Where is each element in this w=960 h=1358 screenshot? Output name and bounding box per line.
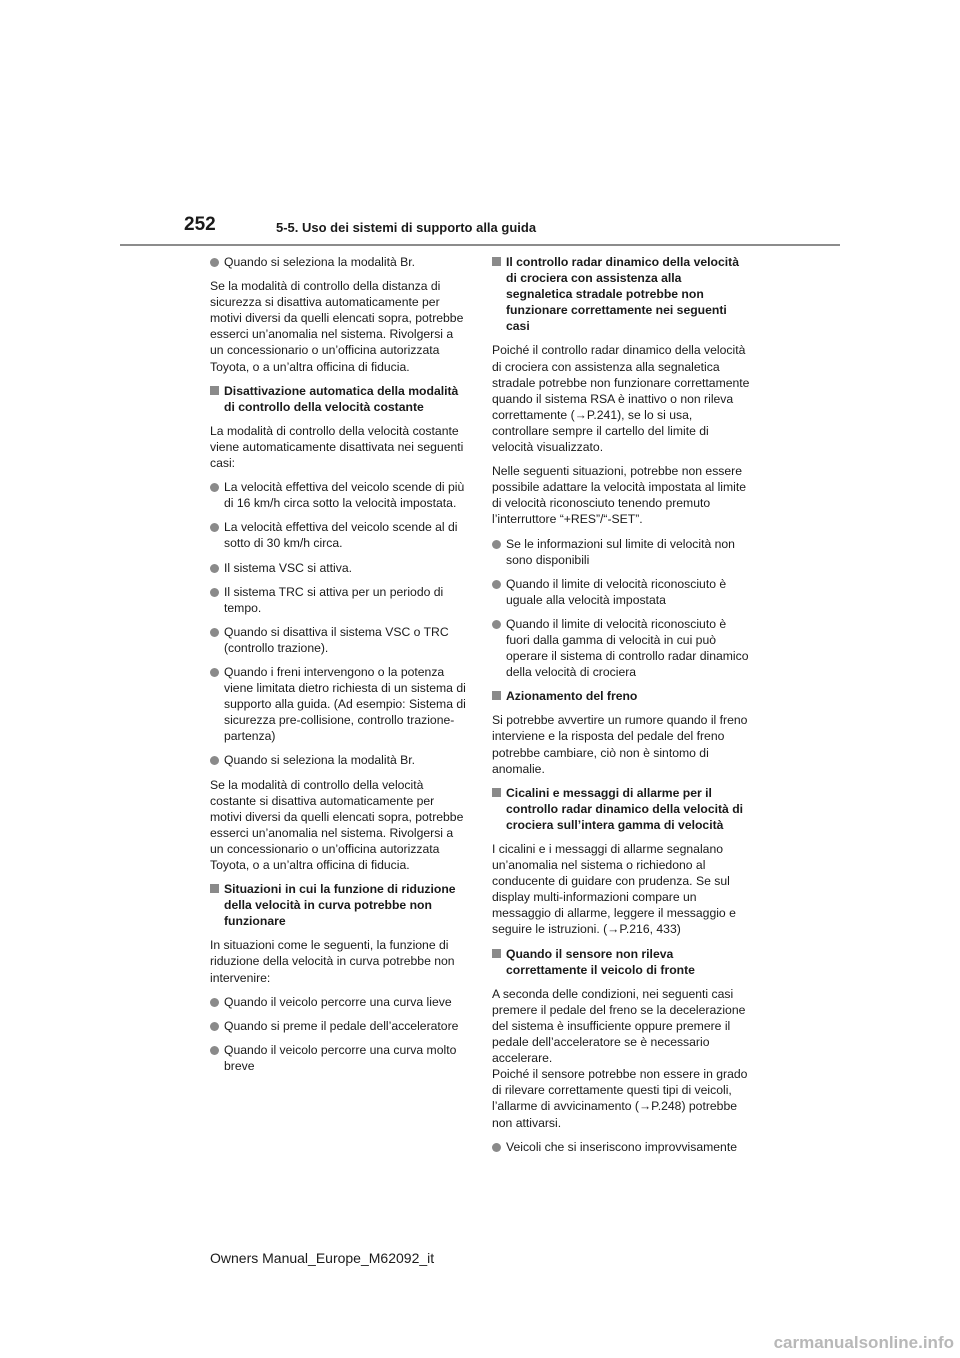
bullet-item (210, 479, 468, 511)
bullet-item (210, 560, 468, 576)
body-paragraph: In situazioni come le seguenti, la funzione di riduzione della velocità in curva potrebbe non intervenire: (210, 938, 455, 985)
heading-text: Il controllo radar dinamico della velocità di crociera con assistenza alla segnaletica stradale potrebbe non funzionare correttamente nei seguenti casi (506, 255, 739, 334)
section-heading (492, 946, 750, 978)
body-paragraph: I cicalini e i messaggi di allarme segnalano un’anomalia nel sistema o richiedono al conducente di guidare con prudenza. Se sul display multi-informazioni compare un messaggio di allarme, leggere il messaggio e seguire le istruzioni. (→P.216, 433) (492, 842, 736, 937)
bullet-text: La velocità effettiva del veicolo scende di più di 16 km/h circa sotto la velocità impostata. (224, 480, 465, 511)
section-heading (492, 688, 750, 704)
footer-text: Owners Manual_Europe_M62092_it (210, 1250, 435, 1266)
heading-text: Azionamento del freno (506, 689, 638, 704)
section-heading (492, 254, 750, 334)
watermark: carmanualsonline.info (773, 1333, 954, 1352)
page-number: 252 (184, 214, 216, 235)
left-column (210, 254, 468, 1082)
section-heading (210, 383, 468, 415)
bullet-item (210, 584, 468, 616)
right-column (492, 254, 750, 1163)
bullet-text: Veicoli che si inseriscono improvvisamente (506, 1139, 737, 1154)
bullet-text: Quando si seleziona la modalità Br. (224, 753, 416, 768)
bullet-text: Quando il limite di velocità riconosciuto è uguale alla velocità impostata (506, 576, 727, 607)
bullet-text: Se le informazioni sul limite di velocità non sono disponibili (506, 536, 735, 567)
heading-text: Disattivazione automatica della modalità di controllo della velocità costante (224, 383, 459, 414)
bullet-text: Quando si disattiva il sistema VSC o TRC (controllo trazione). (224, 624, 449, 655)
body-paragraph: La modalità di controllo della velocità costante viene automaticamente disattivata nei seguenti casi: (210, 423, 464, 471)
bullet-text: Quando il veicolo percorre una curva molto breve (224, 1042, 457, 1073)
bullet-item (210, 1042, 468, 1074)
bullet-text: La velocità effettiva del veicolo scende al di sotto di 30 km/h circa. (224, 520, 458, 551)
body-paragraph: A seconda delle condizioni, nei seguenti casi premere il pedale del freno se la decelerazione del sistema è insufficiente oppure premere il pedale dell’acceleratore se è necessario accelerare. Poiché il sensore potrebbe non essere in grado di rilevare correttamente questi tipi di veicoli, l’allarme di avvicinamento (→P.248) potrebbe non attivarsi. (492, 986, 748, 1130)
section-heading (492, 785, 750, 833)
bullet-text: Il sistema VSC si attiva. (224, 560, 353, 575)
heading-text: Quando il sensore non rileva correttamente il veicolo di fronte (506, 946, 695, 977)
bullet-item (210, 1018, 468, 1034)
bullet-item (210, 254, 468, 270)
bullet-text: Quando si seleziona la modalità Br. (224, 255, 416, 269)
bullet-text: Quando si preme il pedale dell’acceleratore (224, 1018, 459, 1033)
bullet-item (210, 994, 468, 1010)
bullet-text: Il sistema TRC si attiva per un periodo di tempo. (224, 584, 444, 615)
bullet-text: Quando il veicolo percorre una curva lieve (224, 994, 452, 1009)
bullet-text: Quando i freni intervengono o la potenza viene limitata dietro richiesta di un sistema di supporto alla guida. (Ad esempio: Sistema di sicurezza pre-collisione, controllo trazione-partenza) (224, 664, 466, 744)
body-paragraph: Si potrebbe avvertire un rumore quando il freno interviene e la risposta del pedale del freno potrebbe cambiare, ciò non è sintomo di anomalie. (492, 713, 748, 776)
bullet-text: Quando il limite di velocità riconosciuto è fuori dalla gamma di velocità in cui può operare il sistema di controllo radar dinamico della velocità di crociera (506, 616, 749, 680)
bullet-item (210, 752, 468, 768)
section-title: 5-5. Uso dei sistemi di supporto alla guida (276, 220, 537, 235)
bullet-item (492, 576, 750, 608)
bullet-item (492, 536, 750, 568)
body-paragraph: Poiché il controllo radar dinamico della velocità di crociera con assistenza alla segnaletica stradale potrebbe non funzionare correttamente quando il sistema RSA è inattivo o non rileva correttamente (→P.241), se lo si usa, controllare sempre il cartello del limite di velocità visualizzato. (492, 343, 750, 455)
body-paragraph: Se la modalità di controllo della velocità costante si disattiva automaticamente per motivi diversi da quelli elencati sopra, potrebbe esserci un’anomalia nel sistema. Rivolgersi a un concessionario o un’officina autorizzata Toyota, o a un’altra officina di fiducia. (210, 777, 464, 872)
heading-text: Situazioni in cui la funzione di riduzione della velocità in curva potrebbe non funzionare (224, 882, 456, 929)
header-rule (120, 244, 840, 246)
section-heading (210, 881, 468, 929)
bullet-item (492, 1139, 750, 1155)
bullet-item (210, 519, 468, 551)
body-paragraph: Se la modalità di controllo della distanza di sicurezza si disattiva automaticamente per motivi diversi da quelli elencati sopra, potrebbe esserci un’anomalia nel sistema. Rivolgersi a un concessionario o un’officina autorizzata Toyota, o a un’altra officina di fiducia. (210, 279, 464, 374)
bullet-item (492, 616, 750, 680)
body-paragraph: Nelle seguenti situazioni, potrebbe non essere possibile adattare la velocità impostata al limite di velocità riconosciuto tenendo premuto l’interruttore “+RES”/“-SET”. (492, 464, 747, 527)
heading-text: Cicalini e messaggi di allarme per il controllo radar dinamico della velocità di crociera sull’intera gamma di velocità (506, 785, 744, 832)
bullet-item (210, 624, 468, 656)
bullet-item (210, 664, 468, 744)
